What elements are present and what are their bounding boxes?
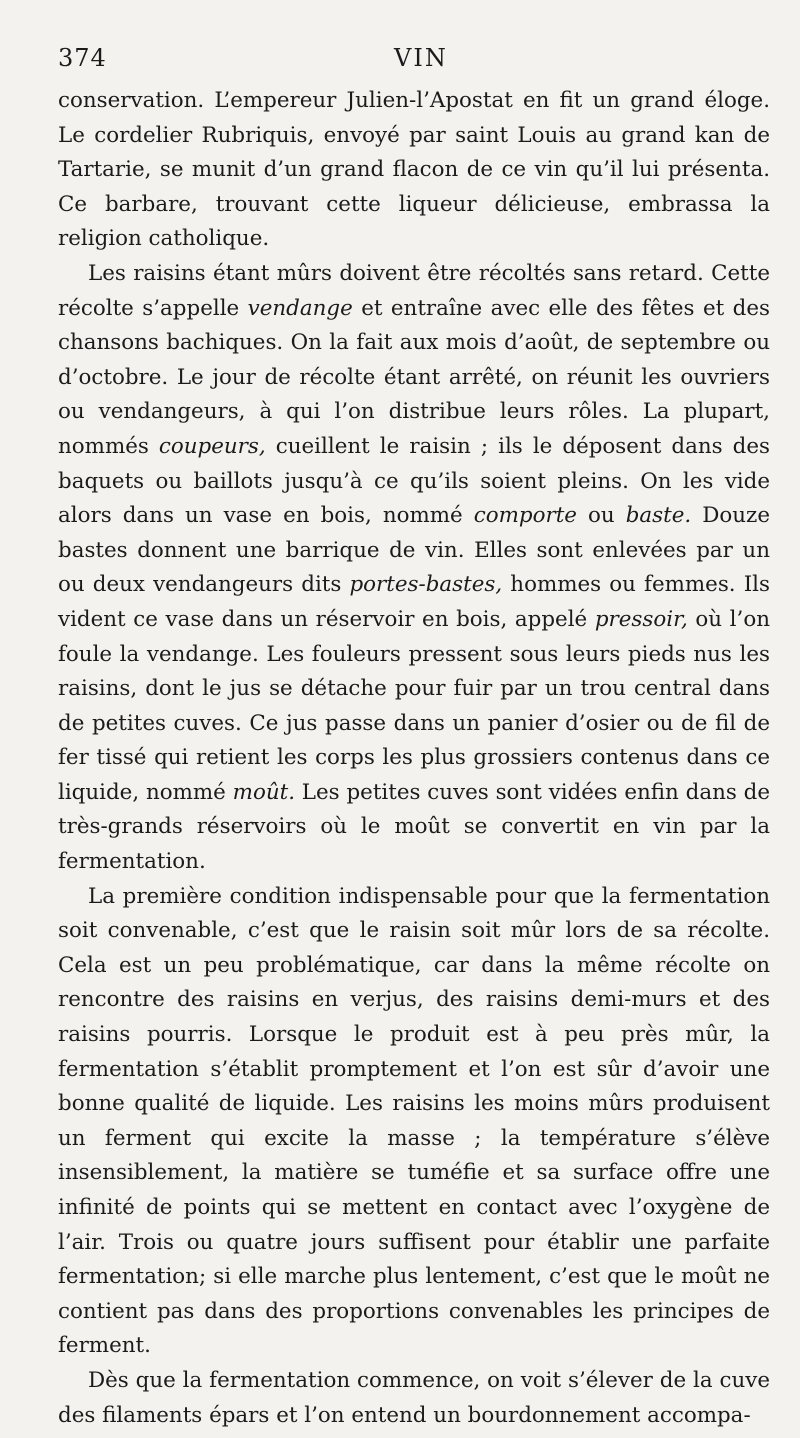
text-run: Les raisins étant mûrs doivent être récoltés sans retard. Cette récolte s’appelle	[58, 260, 770, 321]
page-header	[58, 40, 770, 84]
running-head: VIN	[394, 44, 448, 72]
text-run: où l’on foule la vendange. Les fouleurs pressent sous leurs pieds nus les raisins, dont le jus se détache pour fuir par un trou central dans de petites cuves. Ce jus passe dans un panier d’osier ou de fil de fer tissé qui retient les corps les plus grossiers contenus dans ce liquide, nommé	[58, 606, 770, 805]
paragraph-2	[58, 257, 770, 880]
paragraph-4	[58, 1364, 770, 1433]
italic-term: vendange	[247, 295, 353, 321]
body-text	[58, 84, 770, 1433]
italic-term: coupeurs,	[158, 433, 266, 459]
paragraph-3	[58, 880, 770, 1364]
text-run: Dès que la fermentation commence, on voit s’élever de la cuve des filaments épars et l’on entend un bourdonnement accompa-	[58, 1367, 770, 1428]
text-run: Les petites cuves sont vidées enfin dans de très-grands réservoirs où le moût se convertit en vin par la fermentation.	[58, 779, 770, 875]
text-run: et entraîne avec elle des fêtes et des chansons bachiques. On la fait aux mois d’août, de septembre ou d’octobre. Le jour de récolte étant arrêté, on réunit les ouvriers ou vendangeurs, à qui l’on distribue leurs rôles. La plupart, nommés	[58, 295, 770, 459]
italic-term: baste.	[625, 503, 692, 529]
italic-term: pressoir,	[594, 606, 688, 632]
text-run: conservation. L’empereur Julien-l’Apostat en fit un grand éloge. Le cordelier Rubriquis, envoyé par saint Louis au grand kan de Tartarie, se munit d’un grand flacon de ce vin qu’il lui présenta. Ce barbare, trouvant cette liqueur délicieuse, embrassa la religion catholique.	[58, 88, 770, 252]
text-run: Douze bastes donnent une barrique de vin. Elles sont enlevées par un ou deux vendangeurs dits	[58, 503, 770, 598]
italic-term: portes-bastes,	[349, 572, 503, 598]
text-run: ou	[576, 503, 626, 529]
text-run: La première condition indispensable pour que la fermentation soit convenable, c’est que le raisin soit mûr lors de sa récolte. Cela est un peu problématique, car dans la même récolte on rencontre des raisins en verjus, des raisins demi-murs et des raisins pourris. Lorsque le produit est à peu près mûr, la fermentation s’établit promptement et l’on est sûr d’avoir une bonne qualité de liquide. Les raisins les moins mûrs produisent un ferment qui excite la masse ; la température s’élève insensiblement, la matière se tuméfie et sa surface offre une infinité de points qui se mettent en contact avec l’oxygène de l’air. Trois ou quatre jours suffisent pour établir une parfaite fermentation; si elle marche plus lentement, c’est que le moût ne contient pas dans des proportions convenables les principes de ferment.	[58, 883, 770, 1359]
paragraph-1	[58, 84, 770, 257]
page-number: 374	[58, 44, 107, 72]
text-run: hommes ou femmes. Ils vident ce vase dans un réservoir en bois, appelé	[58, 572, 770, 632]
italic-term: moût.	[232, 779, 295, 805]
text-run: cueillent le raisin ; ils le déposent dans des baquets ou baillots jusqu’à ce qu’ils soient pleins. On les vide alors dans un vase en bois, nommé	[58, 433, 770, 529]
italic-term: comporte	[473, 503, 577, 529]
